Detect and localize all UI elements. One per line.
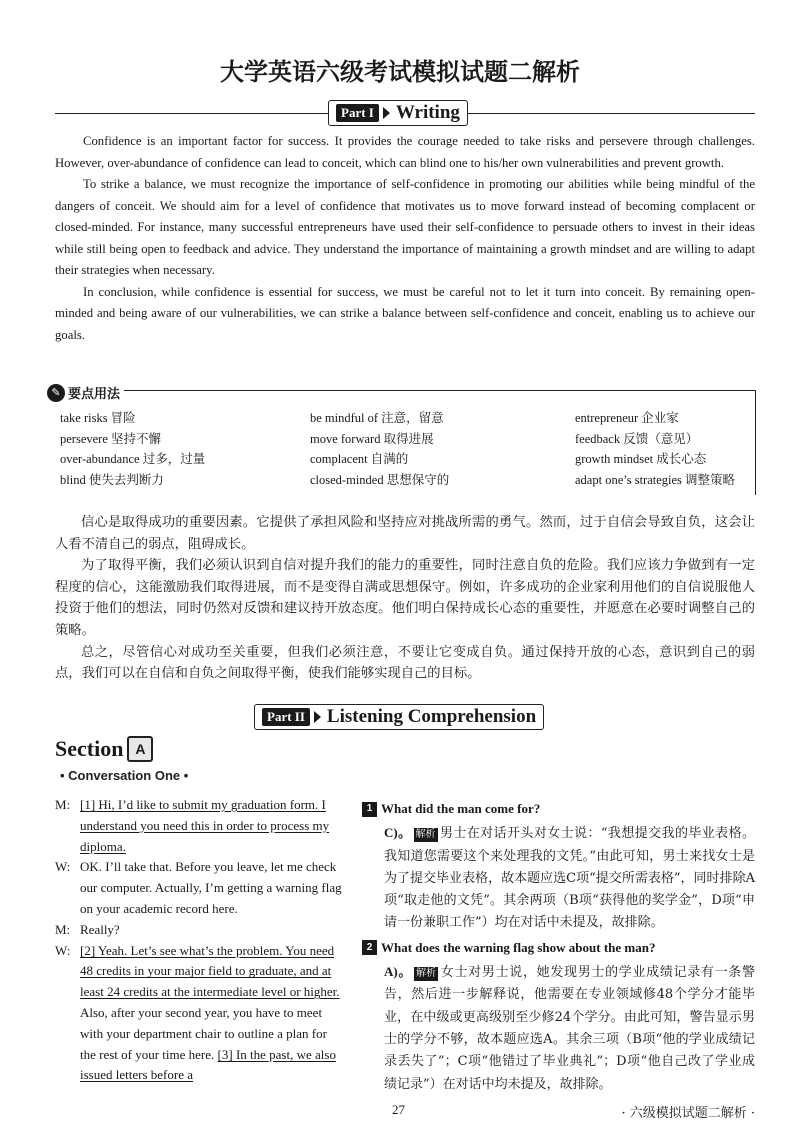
transcript-underlined: [3] In the past, we also issued letters before a [80,1046,336,1083]
vocab-item: complacent 自满的 [310,452,409,466]
dialog [55,795,345,1086]
speaker: W: [55,942,71,958]
triangle-icon [314,711,321,723]
vocab-item: closed-minded 思想保守的 [310,472,450,487]
part1-badge: Part I [336,104,379,122]
section-letter: A [127,736,153,762]
vocab-box [51,386,756,495]
essay-paragraph: Confidence is an important factor for success. It provides the courage needed to take risks and persevere through challenges. However, over-abundance of confidence can lead to conceit, which can blind one to his/her own vulnerabilities and prevent growth. [55,134,755,170]
part2-title: Listening Comprehension [326,706,537,727]
answer-letter: A)。 [384,964,413,980]
vocab-item: entrepreneur 企业家 [575,411,679,425]
analysis-tag: 解析 [416,968,437,980]
dialog-turn [55,857,345,919]
page-number: 27 [392,1102,405,1117]
transcript-underlined: [1] Hi, I’d like to submit my graduation form. I understand you need this in order to process my diploma. [80,797,330,854]
dialog-turn [55,941,345,1087]
dialog-turn [55,920,345,941]
section-label: Section [55,736,124,761]
utterance [80,941,345,1087]
explanation-text: 男士在对话开头对女士说：“我想提交我的毕业表格。我知道您需要这个来处理我的文凭。”由此可知，男士来找女士是为了提交毕业表格，故本题应选C项“提交所需表格”，同时排除A项“取走他的文凭”。其余两项（B项“获得他的奖学金”，D项“申请一份兼职工作”）均在对话中未提及，故排除。 [384,826,756,931]
speaker: M: [55,921,71,937]
conversation-heading: • Conversation One • [60,768,189,783]
answers [362,798,755,1096]
dialog-turn [55,795,345,857]
vocab-item: blind 使失去判断力 [60,472,164,487]
speaker: M: [55,797,71,812]
utterance [80,795,345,857]
vocab-label: 要点用法 [68,387,121,402]
question-text: What does the warning flag show about the man? [381,939,656,955]
page-title: 大学英语六级考试模拟试题二解析 [220,58,580,86]
vocab-grid [60,409,755,490]
question [362,798,755,820]
pen-icon: ✎ [47,384,65,402]
part2-badge: Part II [262,708,310,726]
essay-paragraph: In conclusion, while confidence is essential for success, we must be careful not to let it turn into conceit. By remaining open-minded and being aware of our vulnerabilities, we can strike a balance between self-confidence and conceit, enabling us to achieve our goals. [55,284,755,342]
translation-paragraph: 总之，尽管信心对成功至关重要，但我们必须注意，不要让它变成自负。通过保持开放的心态，意识到自己的弱点，我们可以在自信和自负之间取得平衡，使我们能够实现自己的目标。 [55,644,755,682]
vocab-item: feedback 反馈（意见） [575,431,699,446]
part2-header [254,704,544,730]
analysis-tag: 解析 [415,829,436,841]
vocab-item: persevere 坚持不懈 [60,431,162,446]
vocab-item: take risks 冒险 [60,411,136,425]
utterance: OK. I’ll take that. Before you leave, let me check our computer. Actually, I’m getting a warning flag on your academic record here. [80,859,342,916]
translation-paragraph: 为了取得平衡，我们必须认识到自信对提升我们的能力的重要性，同时注意自负的危险。我们应该力争做到有一定程度的信心，这能激励我们取得进展，而不是变得自满或思想保守。例如，许多成功的企业家利用他们的自信说服他人投资于他们的想法，同时仍然对反馈和建议持开放态度。他们明白保持成长心态的重要性，并愿意在必要时调整自己的策略。 [55,558,755,638]
transcript-text: Also, after your second year, you have to meet with your department chair to outline a plan for the rest of your time here. [80,1004,327,1062]
running-footer: · 六级模拟试题二解析 · [621,1106,755,1121]
answer-letter: C)。 [384,825,412,841]
question-text: What did the man come for? [381,801,541,816]
question [362,937,755,959]
vocab-item: adapt one’s strategies 调整策略 [575,472,736,487]
speaker: W: [55,859,71,875]
answer-explanation [384,822,755,934]
vocab-item: move forward 取得进展 [310,431,434,446]
part1-header [328,100,468,126]
utterance: Really? [80,921,120,937]
section-heading [55,736,153,762]
vocab-item: over-abundance 过多，过量 [60,452,206,466]
answer-explanation [384,961,755,1096]
vocab-item: growth mindset 成长心态 [575,452,707,466]
part1-title: Writing [395,102,460,123]
transcript-underlined: [2] Yeah. Let’s see what’s the problem. You need 48 credits in your major field to graduate, and at least 24 credits at the intermediate level or higher. [80,942,340,1000]
essay [55,131,755,346]
question-number: 1 [362,802,377,817]
translation-paragraph: 信心是取得成功的重要因素。它提供了承担风险和坚持应对挑战所需的勇气。然而，过于自信会导致自负，这会让人看不清自己的弱点，阻碍成长。 [55,515,755,552]
translation [55,512,755,685]
essay-paragraph: To strike a balance, we must recognize the importance of self-confidence in promoting our abilities while being mindful of the dangers of conceit. We should aim for a level of confidence that motivates us to move forward instead of becoming complacent or closed-minded. For instance, many successful entrepreneurs have used their self-confidence to persuade others to invest in their ideas while still being open to feedback and advice. They understand the importance of maintaining a growth mindset and are willing to adapt their strategies when necessary. [55,177,755,277]
triangle-icon [383,107,390,119]
explanation-text: 女士对男士说，她发现男士的学业成绩记录有一条警告，然后进一步解释说，他需要在专业领域修48个学分才能毕业，在中级或更高级别至少修24个学分。由此可知，警告显示男士的学分不够，故本题应选A。其余三项（B项“他的学业成绩记录丢失了”；C项“他错过了毕业典礼”；D项“他自己改了学业成绩记录”）在对话中均未提及，故排除。 [384,965,755,1092]
vocab-item: be mindful of 注意，留意 [310,411,444,425]
question-number: 2 [362,940,377,955]
vocab-tag [47,383,124,402]
